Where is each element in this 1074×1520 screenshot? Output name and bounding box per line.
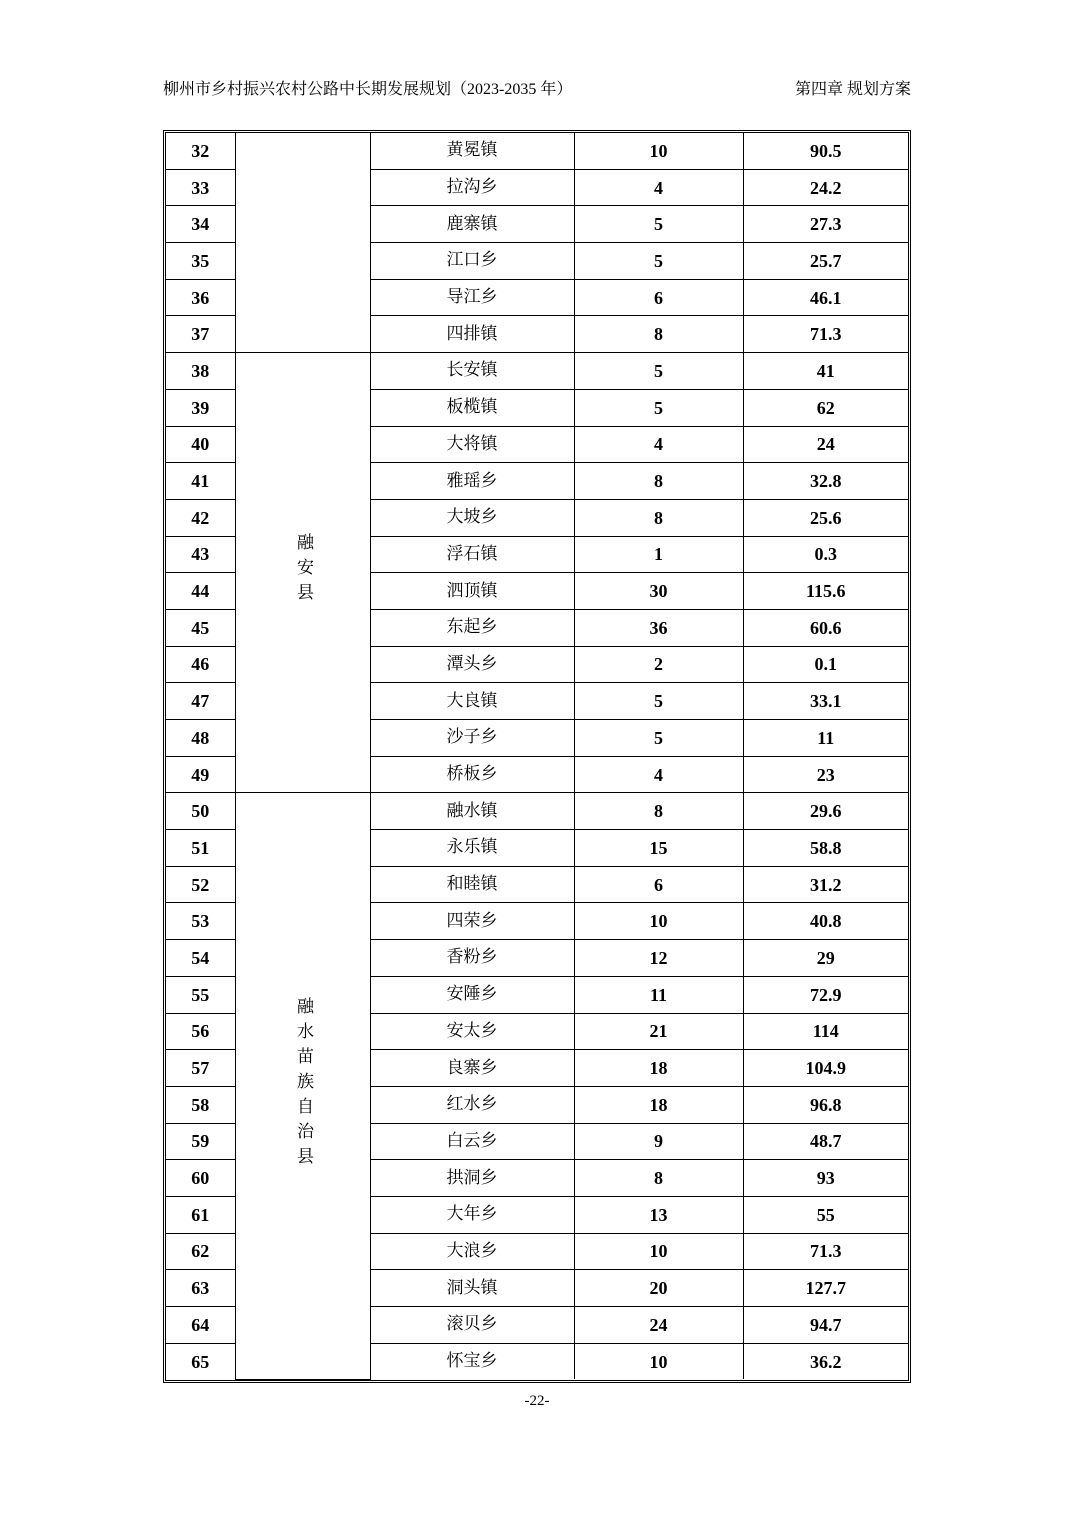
count-cell: 5 [574,353,743,390]
county-name: 融安县 [293,533,313,609]
township-name: 安太乡 [370,1013,574,1050]
value-cell: 25.6 [743,499,908,536]
township-name: 长安镇 [370,353,574,390]
count-cell: 10 [574,133,743,169]
value-cell: 24 [743,426,908,463]
township-name: 永乐镇 [370,830,574,867]
township-name: 浮石镇 [370,536,574,573]
township-name: 四排镇 [370,316,574,353]
township-name: 潭头乡 [370,646,574,683]
count-cell: 24 [574,1307,743,1344]
value-cell: 25.7 [743,243,908,280]
township-name: 鹿寨镇 [370,206,574,243]
count-cell: 8 [574,463,743,500]
value-cell: 27.3 [743,206,908,243]
count-cell: 5 [574,683,743,720]
data-table [166,133,908,1380]
count-cell: 8 [574,499,743,536]
row-number: 43 [166,536,235,573]
row-number: 56 [166,1013,235,1050]
chapter-title: 第四章 规划方案 [794,81,911,98]
township-name: 怀宝乡 [370,1343,574,1379]
count-cell: 4 [574,169,743,206]
value-cell: 58.8 [743,830,908,867]
count-cell: 18 [574,1086,743,1123]
township-name: 安陲乡 [370,976,574,1013]
row-number: 47 [166,683,235,720]
township-name: 白云乡 [370,1123,574,1160]
row-number: 64 [166,1307,235,1344]
row-number: 39 [166,389,235,426]
value-cell: 114 [743,1013,908,1050]
count-cell: 4 [574,756,743,793]
township-name: 四荣乡 [370,903,574,940]
value-cell: 96.8 [743,1086,908,1123]
count-cell: 18 [574,1050,743,1087]
county-name: 融水苗族自治县 [293,996,313,1172]
count-cell: 1 [574,536,743,573]
township-name: 滚贝乡 [370,1307,574,1344]
value-cell: 90.5 [743,133,908,169]
value-cell: 24.2 [743,169,908,206]
value-cell: 127.7 [743,1270,908,1307]
count-cell: 2 [574,646,743,683]
row-number: 55 [166,976,235,1013]
value-cell: 115.6 [743,573,908,610]
row-number: 34 [166,206,235,243]
row-number: 41 [166,463,235,500]
count-cell: 11 [574,976,743,1013]
row-number: 61 [166,1196,235,1233]
value-cell: 62 [743,389,908,426]
count-cell: 8 [574,316,743,353]
value-cell: 41 [743,353,908,390]
value-cell: 94.7 [743,1307,908,1344]
township-name: 洞头镇 [370,1270,574,1307]
township-name: 香粉乡 [370,940,574,977]
row-number: 52 [166,866,235,903]
row-number: 51 [166,830,235,867]
row-number: 35 [166,243,235,280]
page-header [163,76,911,100]
township-name: 导江乡 [370,279,574,316]
count-cell: 12 [574,940,743,977]
table-row [166,353,908,390]
page-number: -22- [524,1393,550,1409]
count-cell: 5 [574,206,743,243]
township-name: 红水乡 [370,1086,574,1123]
row-number: 54 [166,940,235,977]
count-cell: 5 [574,720,743,757]
count-cell: 9 [574,1123,743,1160]
value-cell: 40.8 [743,903,908,940]
township-name: 拉沟乡 [370,169,574,206]
value-cell: 71.3 [743,1233,908,1270]
township-name: 大坡乡 [370,499,574,536]
row-number: 33 [166,169,235,206]
value-cell: 48.7 [743,1123,908,1160]
row-number: 53 [166,903,235,940]
row-number: 63 [166,1270,235,1307]
value-cell: 36.2 [743,1343,908,1379]
township-name: 大良镇 [370,683,574,720]
township-name: 东起乡 [370,609,574,646]
row-number: 58 [166,1086,235,1123]
value-cell: 104.9 [743,1050,908,1087]
value-cell: 93 [743,1160,908,1197]
township-name: 沙子乡 [370,720,574,757]
value-cell: 11 [743,720,908,757]
table-row [166,133,908,169]
document-title: 柳州市乡村振兴农村公路中长期发展规划（2023-2035 年） [163,81,573,98]
township-name: 拱洞乡 [370,1160,574,1197]
township-name: 雅瑶乡 [370,463,574,500]
value-cell: 60.6 [743,609,908,646]
count-cell: 10 [574,1233,743,1270]
value-cell: 72.9 [743,976,908,1013]
row-number: 37 [166,316,235,353]
county-cell [235,793,370,1380]
count-cell: 10 [574,1343,743,1379]
table-row [166,793,908,830]
count-cell: 5 [574,389,743,426]
value-cell: 71.3 [743,316,908,353]
township-table [163,130,911,1383]
township-name: 板榄镇 [370,389,574,426]
count-cell: 30 [574,573,743,610]
row-number: 42 [166,499,235,536]
count-cell: 8 [574,1160,743,1197]
count-cell: 10 [574,903,743,940]
row-number: 48 [166,720,235,757]
count-cell: 20 [574,1270,743,1307]
value-cell: 46.1 [743,279,908,316]
row-number: 60 [166,1160,235,1197]
township-name: 大将镇 [370,426,574,463]
row-number: 45 [166,609,235,646]
value-cell: 29.6 [743,793,908,830]
value-cell: 31.2 [743,866,908,903]
row-number: 59 [166,1123,235,1160]
count-cell: 36 [574,609,743,646]
count-cell: 6 [574,866,743,903]
row-number: 32 [166,133,235,169]
row-number: 57 [166,1050,235,1087]
township-name: 大浪乡 [370,1233,574,1270]
count-cell: 6 [574,279,743,316]
row-number: 65 [166,1343,235,1379]
row-number: 50 [166,793,235,830]
value-cell: 0.3 [743,536,908,573]
township-name: 江口乡 [370,243,574,280]
value-cell: 23 [743,756,908,793]
township-name: 良寨乡 [370,1050,574,1087]
row-number: 46 [166,646,235,683]
count-cell: 15 [574,830,743,867]
value-cell: 33.1 [743,683,908,720]
value-cell: 55 [743,1196,908,1233]
county-cell [235,133,370,353]
row-number: 40 [166,426,235,463]
row-number: 36 [166,279,235,316]
township-name: 桥板乡 [370,756,574,793]
township-name: 黄冕镇 [370,133,574,169]
county-cell [235,353,370,793]
township-name: 融水镇 [370,793,574,830]
value-cell: 0.1 [743,646,908,683]
value-cell: 29 [743,940,908,977]
count-cell: 4 [574,426,743,463]
township-name: 大年乡 [370,1196,574,1233]
count-cell: 21 [574,1013,743,1050]
count-cell: 13 [574,1196,743,1233]
township-name: 和睦镇 [370,866,574,903]
row-number: 44 [166,573,235,610]
count-cell: 5 [574,243,743,280]
count-cell: 8 [574,793,743,830]
row-number: 62 [166,1233,235,1270]
value-cell: 32.8 [743,463,908,500]
township-name: 泗顶镇 [370,573,574,610]
row-number: 49 [166,756,235,793]
row-number: 38 [166,353,235,390]
